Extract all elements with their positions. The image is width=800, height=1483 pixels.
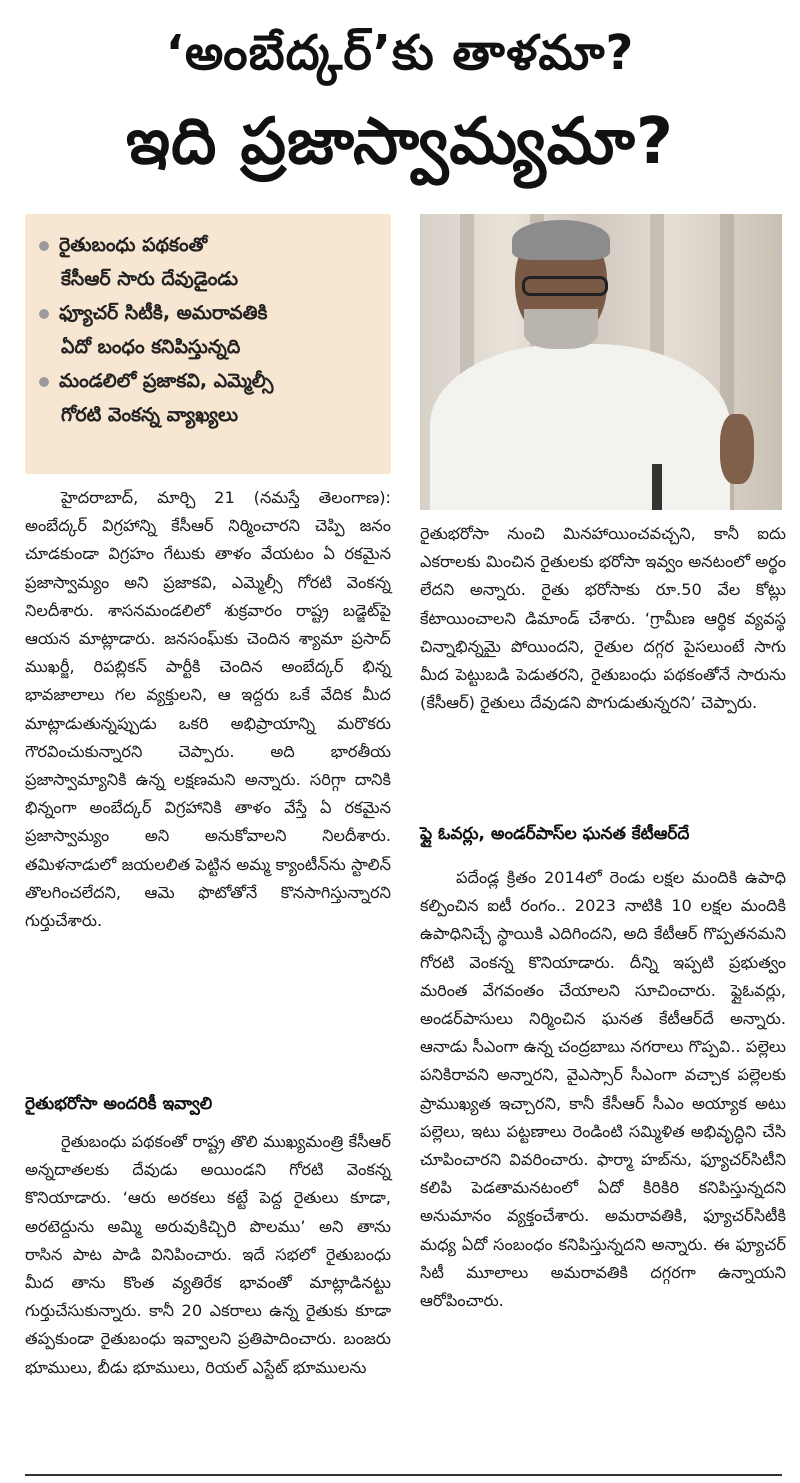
speaker-hair — [512, 220, 610, 260]
headline-line-1: ‘అంబేద్కర్’కు తాళమా? — [165, 25, 635, 81]
highlight-item: మండలిలో ప్రజాకవి, ఎమ్మెల్సీ గోరటి వెంకన్న వ్యాఖ్యలు — [39, 364, 381, 432]
headline-line-2: ఇది ప్రజాస్వామ్యమా? — [125, 105, 675, 179]
bullet-icon — [39, 309, 49, 319]
microphone-icon — [652, 464, 662, 510]
bottom-rule — [25, 1474, 782, 1476]
highlight-item: రైతుబంధు పథకంతో కేసీఆర్ సారు దేవుడైండు — [39, 228, 381, 296]
highlight-item: ఫ్యూచర్ సిటీకి, అమరావతికి ఏదో బంధం కనిపిస్తున్నది — [39, 296, 381, 364]
article-column-left — [25, 484, 391, 931]
article-paragraph: హైదరాబాద్, మార్చి 21 (నమస్తే తెలంగాణ): అంబేద్కర్ విగ్రహాన్ని కేసీఆర్ నిర్మించారని చెప్పి జనం చూడకుండా విగ్రహం గేటుకు తాళం వేయటం ఏ రకమైన ప్రజాస్వామ్యం అని ప్రజాకవి, ఎమ్మెల్సీ గోరటి వెంకన్న నిలదీశారు. శాసనమండలిలో శుక్రవారం రాష్ట్ర బడ్జెట్‌పై ఆయన మాట్లాడారు. జనసంఘ్‌కు చెందిన శ్యామా ప్రసాద్ ముఖర్జీ, రిపబ్లికన్ పార్టీకి చెందిన అంబేద్కర్ భిన్న భావజాలాలు గల వ్యక్తులని, ఆ ఇద్దరు ఒకే వేదిక మీద మాట్లాడుతున్నప్పుడు ఒకరి అభిప్రాయాన్ని మరొకరు గౌరవించుకున్నారని చెప్పారు. అది భారతీయ ప్రజాస్వామ్యానికి ఉన్న లక్షణమని అన్నారు. సరిగ్గా దానికి భిన్నంగా అంబేద్కర్ విగ్రహానికి తాళం వేస్తే ఏ రకమైన ప్రజాస్వామ్యం అని అనుకోవాలని నిలదీశారు. తమిళనాడులో జయలలిత పెట్టిన అమ్మ క్యాంటీన్‌ను స్టాలిన్ తొలగించలేదని, ఆమె ఫొటోతోనే కొనసాగిస్తున్నారని గుర్తుచేశారు. — [25, 488, 391, 931]
speaker-photo — [420, 214, 782, 510]
speaker-hand — [720, 414, 754, 484]
speaker-glasses — [522, 276, 608, 296]
bullet-icon — [39, 377, 49, 387]
highlights-box — [25, 214, 391, 474]
article-column-left-lower — [25, 1128, 391, 1382]
article-paragraph: రైతుబంధు పథకంతో రాష్ట్ర తొలి ముఖ్యమంత్రి కేసీఆర్ అన్నదాతలకు దేవుడు అయిండని గోరటి వెంకన్న కొనియాడారు. ‘ఆరు అరకలు కట్టే పెద్ద రైతులు కూడా, అరటెద్దును అమ్మి అరువుకిచ్చిరి పొలము’ అని తాను రాసిన పాట పాడి వినిపించారు. ఇదే సభలో రైతుబంధు మీద తాను కొంత వ్యతిరేక భావంతో మాట్లాడినట్టు గుర్తుచేసుకున్నారు. కానీ 20 ఎకరాలు ఉన్న రైతుకు కూడా తప్పకుండా రైతుబంధు ఇవ్వాలని ప్రతిపాదించారు. బంజరు భూములు, బీడు భూములు, రియల్ ఎస్టేట్ భూములను — [25, 1132, 391, 1377]
speaker-beard — [524, 309, 598, 349]
bullet-icon — [39, 241, 49, 251]
article-column-right — [420, 520, 786, 717]
article-column-right-lower — [420, 864, 786, 1315]
article-paragraph: రైతుభరోసా నుంచి మినహాయించవచ్చని, కానీ ఐదు ఎకరాలకు మించిన రైతులకు భరోసా ఇవ్వం అనటంలో అర్థం లేదని అన్నారు. రైతు భరోసాకు రూ.50 వేల కోట్లు కేటాయించాలని డిమాండ్ చేశారు. ‘గ్రామీణ ఆర్థిక వ్యవస్థ చిన్నాభిన్నమై పోయిందని, రైతుల దగ్గర పైసలుంటే సాగు మీద పెట్టుబడి పెడుతరని, రైతుబంధు పథకంతోనే సారును (కేసీఆర్) రైతులు దేవుడని పొగుడుతున్నరని’ చెప్పారు. — [420, 524, 786, 713]
subheading: రైతుభరోసా అందరికీ ఇవ్వాలి — [25, 1094, 213, 1114]
speaker-shirt — [430, 344, 730, 510]
subheading: ఫ్లై ఓవర్లు, అండర్‌పాస్‌ల ఘనత కేటీఆర్‌దే — [420, 824, 690, 844]
article-paragraph: పదేండ్ల క్రితం 2014లో రెండు లక్షల మందికి ఉపాధి కల్పించిన ఐటీ రంగం.. 2023 నాటికి 10 లక్షల మందికి ఉపాధినిచ్చే స్థాయికి ఎదిగిందని, అది కేటీఆర్ గొప్పతనమని గోరటి వెంకన్న కొనియాడారు. దీన్ని ఇప్పటి ప్రభుత్వం మరింత వేగవంతం చేయాలని సూచించారు. ఫ్లైఓవర్లు, అండర్‌పాసులు నిర్మించిన ఘనత కేటీఆర్‌దే అన్నారు. ఆనాడు సీఎంగా ఉన్న చంద్రబాబు నగరాలు గొప్పవి.. పల్లెలు పనికిరావని అన్నారని, వైఎస్సార్ సీఎంగా వచ్చాక పల్లెలకు ప్రాముఖ్యత ఇచ్చారని, కానీ కేసీఆర్ సీఎం అయ్యాక అటు పల్లెలు, ఇటు పట్టణాలు రెండింటి సమ్మిళిత అభివృద్ధిని చేసి చూపించారని వివరించారు. ఫార్మా హబ్‌ను, ఫ్యూచర్‌సిటీని కలిపి పెడతామనటంలో ఏదో కిరికిరి కనిపిస్తున్నదని అనుమానం వ్యక్తంచేశారు. అమరావతికి, ఫ్యూచర్‌సిటీకి మధ్య ఏదో సంబంధం కనిపిస్తున్నదని అన్నారు. ఈ ఫ్యూచర్ సిటీ మూలాలు అమరావతికి దగ్గరగా ఉన్నాయని ఆరోపించారు. — [420, 868, 786, 1311]
